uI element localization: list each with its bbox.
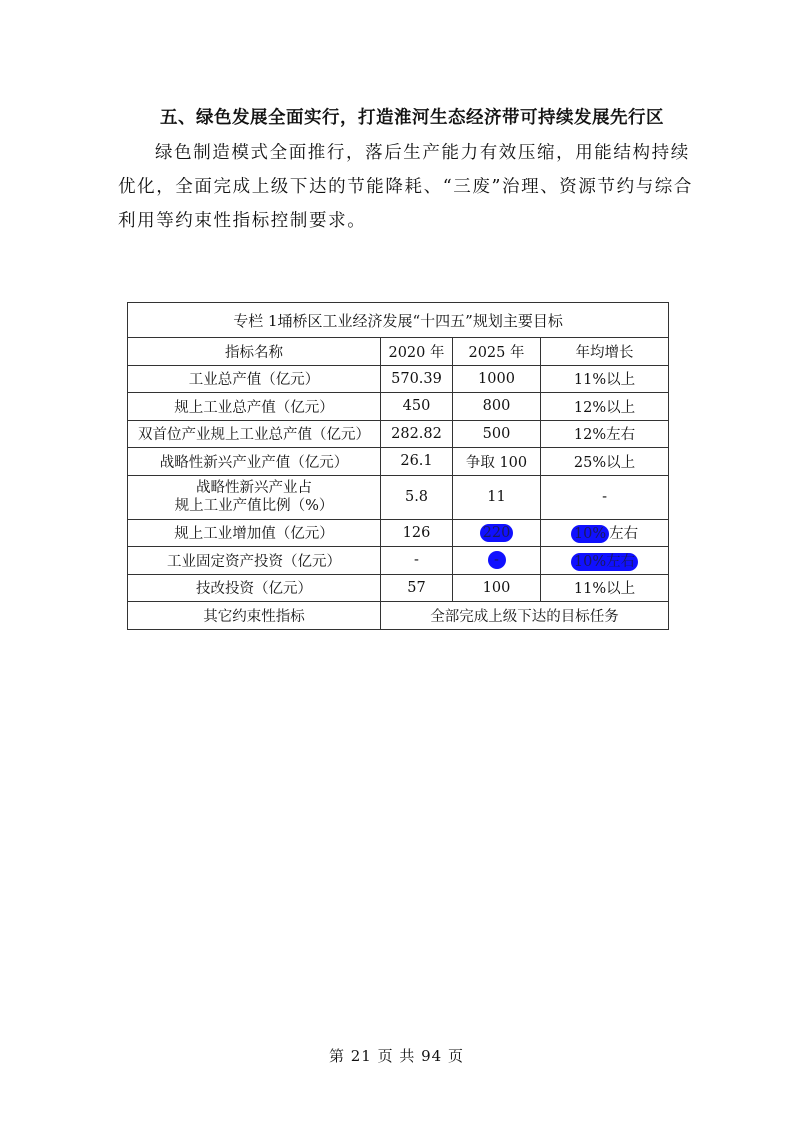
- paragraph-line: 利用等约束性指标控制要求。: [118, 211, 367, 231]
- section-heading: 五、绿色发展全面实行，打造淮河生态经济带可持续发展先行区: [160, 108, 664, 128]
- indicator-name-line: 战略性新兴产业占: [196, 480, 312, 496]
- value-2025: [453, 519, 541, 547]
- indicator-name: 其它约束性指标: [128, 602, 381, 630]
- value-2020: 26.1: [381, 448, 453, 476]
- annual-growth: 11%以上: [541, 365, 669, 393]
- annual-growth: -: [541, 475, 669, 519]
- header-cell: 2025 年: [453, 338, 541, 366]
- targets-table: [127, 302, 669, 630]
- value-2020: 450: [381, 393, 453, 421]
- table-row: [128, 448, 669, 476]
- highlight-mark: 220: [480, 524, 514, 542]
- value-2020: -: [381, 547, 453, 575]
- annual-growth: 12%左右: [541, 420, 669, 448]
- highlight-mark: -: [488, 551, 506, 569]
- paragraph-line: 优化，全面完成上级下达的节能降耗、“三废”治理、资源节约与综合: [118, 177, 693, 197]
- table-row: [128, 365, 669, 393]
- value-2025: 800: [453, 393, 541, 421]
- table-row: [128, 602, 669, 630]
- indicator-name: 工业总产值（亿元）: [128, 365, 381, 393]
- paragraph-line: 绿色制造模式全面推行，落后生产能力有效压缩，用能结构持续: [155, 143, 690, 163]
- highlight-mark: 10%左右: [571, 553, 638, 571]
- page-number-footer: 第 21 页 共 94 页: [328, 1047, 464, 1065]
- indicator-name: 战略性新兴产业产值（亿元）: [128, 448, 381, 476]
- value-2020: 57: [381, 574, 453, 602]
- header-cell: 年均增长: [541, 338, 669, 366]
- value-2025: 500: [453, 420, 541, 448]
- merged-value: 全部完成上级下达的目标任务: [381, 602, 669, 630]
- annual-growth: 25%以上: [541, 448, 669, 476]
- table-row: [128, 574, 669, 602]
- header-cell: 2020 年: [381, 338, 453, 366]
- indicator-name: 双首位产业规上工业总产值（亿元）: [128, 420, 381, 448]
- indicator-name: 规上工业增加值（亿元）: [128, 519, 381, 547]
- table-row: [128, 547, 669, 575]
- value-2025: 11: [453, 475, 541, 519]
- value-2025: 1000: [453, 365, 541, 393]
- annual-growth: [541, 519, 669, 547]
- annual-growth: [541, 547, 669, 575]
- indicator-name: 规上工业总产值（亿元）: [128, 393, 381, 421]
- growth-suffix: 左右: [609, 526, 639, 543]
- table-header-row: [128, 338, 669, 366]
- table-row: [128, 519, 669, 547]
- section-paragraph: [118, 136, 693, 238]
- table-row: [128, 475, 669, 519]
- table-row: [128, 420, 669, 448]
- value-2020: 126: [381, 519, 453, 547]
- annual-growth: 11%以上: [541, 574, 669, 602]
- value-2020: 282.82: [381, 420, 453, 448]
- indicator-name-line: 规上工业产值比例（%）: [174, 498, 334, 514]
- header-cell: 指标名称: [128, 338, 381, 366]
- value-2025: 100: [453, 574, 541, 602]
- annual-growth: 12%以上: [541, 393, 669, 421]
- value-2025: [453, 547, 541, 575]
- highlight-mark: 10%: [571, 525, 609, 543]
- indicator-name: 工业固定资产投资（亿元）: [128, 547, 381, 575]
- table-row: [128, 393, 669, 421]
- indicator-name: [128, 475, 381, 519]
- value-2020: 5.8: [381, 475, 453, 519]
- value-2025: 争取 100: [453, 448, 541, 476]
- table-caption: 专栏 1埇桥区工业经济发展“十四五”规划主要目标: [128, 303, 669, 338]
- indicator-name: 技改投资（亿元）: [128, 574, 381, 602]
- value-2020: 570.39: [381, 365, 453, 393]
